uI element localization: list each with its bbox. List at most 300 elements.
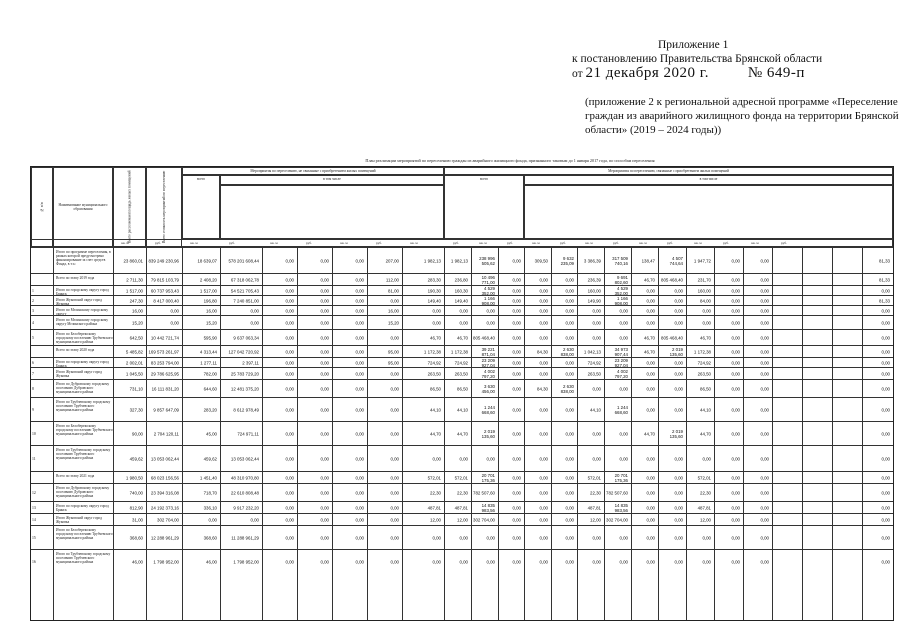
table-row — [31, 247, 893, 273]
cell-b5: 0,00 — [565, 320, 574, 325]
cell-b7: 34 973 907,44 — [614, 346, 628, 357]
row-number: 15 — [32, 535, 36, 540]
cell-b4: 0,00 — [539, 308, 548, 313]
cell-c5: 112,00 — [385, 277, 399, 282]
cell-c5: 0,00 — [390, 386, 399, 391]
cell-b_area: 190,30 — [427, 288, 441, 293]
cell-cost: 24 192 373,16 — [150, 505, 179, 510]
cell-c1: 0,00 — [250, 320, 259, 325]
cell-b7: 1 244 668,60 — [614, 404, 628, 415]
cell-b3: 0,00 — [512, 298, 521, 303]
cell-b9: 0,00 — [674, 490, 683, 495]
cell-b_area: 263,50 — [427, 371, 441, 376]
cell-c4: 0,00 — [355, 490, 364, 495]
cell-b10: 84,00 — [700, 298, 711, 303]
cell-b11: 0,00 — [731, 320, 740, 325]
cell-area: 731,10 — [129, 386, 143, 391]
cell-b7: 14 835 983,56 — [614, 502, 628, 513]
cell-c3: 0,00 — [320, 475, 329, 480]
cell-b13: 81,33 — [879, 298, 890, 303]
cell-c2: 0,00 — [285, 517, 294, 522]
cell-b6: 0,00 — [592, 386, 601, 391]
cell-b11: 0,00 — [731, 258, 740, 263]
cell-b2: 302 704,00 — [473, 517, 495, 522]
cell-b5: 2 630 838,00 — [560, 346, 574, 357]
cell-b1: 0,00 — [459, 456, 468, 461]
cell-c3: 0,00 — [320, 258, 329, 263]
cell-b2: 39 221 871,04 — [481, 346, 495, 357]
row-number: 11 — [32, 456, 36, 461]
cell-c3: 0,00 — [320, 559, 329, 564]
cell-b6: 487,81 — [587, 505, 601, 510]
cell-c5: 0,00 — [390, 490, 399, 495]
cell-b6: 22,30 — [590, 490, 601, 495]
cell-b2: 238 996 505,62 — [479, 255, 495, 266]
row-number: 7 — [32, 371, 34, 376]
cell-c3: 0,00 — [320, 386, 329, 391]
cell-c5: 0,00 — [390, 559, 399, 564]
cell-b12: 0,00 — [760, 277, 769, 282]
cell-a_area: 2 408,20 — [199, 277, 217, 282]
cell-c5: 0,00 — [390, 335, 399, 340]
cell-b_area: 724,92 — [427, 360, 441, 365]
table-row — [31, 273, 893, 285]
cell-b1: 44,10 — [457, 407, 468, 412]
cell-c4: 0,00 — [355, 360, 364, 365]
cell-b10: 12,00 — [700, 517, 711, 522]
cell-c2: 0,00 — [285, 288, 294, 293]
table-row — [31, 315, 893, 329]
cell-b12: 0,00 — [760, 431, 769, 436]
row-name: Итого по Белобережскому городскому поселению Трубчевского муниципального района — [56, 528, 113, 540]
cell-area: 1 045,50 — [125, 371, 143, 376]
cell-b11: 0,00 — [731, 386, 740, 391]
cell-b5: 0,00 — [565, 371, 574, 376]
cell-c4: 0,00 — [355, 335, 364, 340]
program-subheader: (приложение 2 к региональной адресной программе «Переселение граждан из аварийного жилищного фонда на территории Брянской области» (2019 – 2024 годы)) — [585, 96, 899, 136]
col-header-name: Наименование муниципального образования — [53, 167, 113, 247]
cell-c1: 25 783 729,20 — [230, 371, 259, 376]
row-name: Итого по программе переселения, в рамках которой предусмотрено финансирование за счет средств Фонда, в т.ч.: — [56, 250, 111, 266]
cell-b7: 302 704,00 — [606, 517, 628, 522]
row-number: 16 — [32, 559, 36, 564]
cell-c3: 0,00 — [320, 298, 329, 303]
cell-c5: 0,00 — [390, 505, 399, 510]
row-number: 1 — [32, 288, 34, 293]
cell-b1: 0,00 — [459, 308, 468, 313]
table-row — [31, 421, 893, 445]
cell-a_area: 196,80 — [203, 298, 217, 303]
cell-b10: 160,00 — [697, 288, 711, 293]
row-number: 5 — [32, 335, 34, 340]
cell-c5: 0,00 — [390, 475, 399, 480]
cell-b10: 44,10 — [700, 407, 711, 412]
cell-b1: 487,81 — [454, 505, 468, 510]
cell-b6: 12,00 — [590, 517, 601, 522]
cell-b10: 487,81 — [697, 505, 711, 510]
cell-b12: 0,00 — [760, 308, 769, 313]
unit-label: кв. м — [479, 241, 487, 245]
cell-b11: 0,00 — [731, 407, 740, 412]
cell-area: 1 980,50 — [125, 475, 143, 480]
cell-c4: 0,00 — [355, 475, 364, 480]
cell-c2: 0,00 — [285, 349, 294, 354]
cell-c2: 0,00 — [285, 335, 294, 340]
cell-c1: 1 798 952,00 — [233, 559, 259, 564]
cell-b12: 0,00 — [760, 349, 769, 354]
table-row — [31, 379, 893, 397]
cell-cost: 79 815 103,79 — [150, 277, 179, 282]
cell-c2: 0,00 — [285, 386, 294, 391]
cell-b12: 0,00 — [760, 475, 769, 480]
cell-b5: 0,00 — [565, 335, 574, 340]
cell-c4: 0,00 — [355, 407, 364, 412]
table-row — [31, 549, 893, 573]
cell-b10: 0,00 — [702, 320, 711, 325]
cell-b11: 0,00 — [731, 431, 740, 436]
row-name: Итого Жуковский округ город Жуковка — [56, 298, 102, 306]
row-name: Итого по Трубчевскому городскому поселению Трубчевского муниципального района — [56, 552, 111, 564]
cell-c3: 0,00 — [320, 349, 329, 354]
cell-b1: 1 982,13 — [450, 258, 468, 263]
cell-c4: 0,00 — [355, 559, 364, 564]
cell-b3: 0,00 — [512, 505, 521, 510]
cell-b13: 0,00 — [881, 559, 890, 564]
cell-b3: 0,00 — [512, 386, 521, 391]
cell-b3: 0,00 — [512, 475, 521, 480]
cell-b2: 0,00 — [486, 308, 495, 313]
unit-label: кв. м — [694, 241, 702, 245]
cell-cost: 23 394 316,08 — [150, 490, 179, 495]
cell-b4: 0,00 — [539, 371, 548, 376]
cell-b3: 0,00 — [512, 371, 521, 376]
col-header-total-cost: Всего стоимость мероприятий по переселению — [146, 167, 182, 247]
cell-c3: 0,00 — [320, 517, 329, 522]
cell-a_area: 1 277,11 — [200, 360, 217, 365]
cell-c1: 724 971,11 — [237, 431, 259, 436]
cell-b9: 2 019 135,60 — [669, 346, 683, 357]
cell-cost: 16 111 831,20 — [151, 386, 179, 391]
table-row — [31, 397, 893, 421]
cell-b_area: 86,50 — [430, 386, 441, 391]
cell-a_area: 15,20 — [206, 320, 217, 325]
cell-b6: 236,39 — [587, 277, 601, 282]
table-row — [31, 483, 893, 501]
cell-b10: 44,70 — [700, 431, 711, 436]
cell-a_area: 283,20 — [203, 407, 217, 412]
cell-c5: 0,00 — [390, 298, 399, 303]
cell-c4: 0,00 — [355, 535, 364, 540]
cell-a_area: 18 639,07 — [197, 258, 217, 263]
cell-b2: 14 835 983,56 — [481, 502, 495, 513]
table-row — [31, 285, 893, 295]
cell-b9: 0,00 — [674, 456, 683, 461]
cell-area: 327,30 — [129, 407, 143, 412]
cell-c5: 0,00 — [390, 535, 399, 540]
cell-b4: 0,00 — [539, 288, 548, 293]
cell-b3: 0,00 — [512, 288, 521, 293]
col-header-b-incl: в том числе — [524, 175, 893, 185]
cell-cost: 9 857 647,09 — [153, 407, 179, 412]
cell-b5: 0,00 — [565, 277, 574, 282]
cell-c3: 0,00 — [320, 335, 329, 340]
appendix-header — [572, 38, 902, 81]
cell-b_area: 0,00 — [432, 320, 441, 325]
cell-b11: 0,00 — [731, 335, 740, 340]
cell-b_area: 1 982,13 — [423, 258, 441, 263]
cell-b13: 81,33 — [879, 277, 890, 282]
cell-b4: 0,00 — [539, 517, 548, 522]
cell-b6: 0,00 — [592, 535, 601, 540]
cell-c4: 0,00 — [355, 505, 364, 510]
cell-b4: 0,00 — [539, 475, 548, 480]
cell-area: 812,90 — [129, 505, 143, 510]
cell-b6: 0,00 — [592, 431, 601, 436]
cell-b1: 263,50 — [454, 371, 468, 376]
cell-b8: 0,00 — [646, 298, 655, 303]
cell-b9: 4 507 744,64 — [669, 255, 683, 266]
cell-b9: 0,00 — [674, 505, 683, 510]
cell-b11: 0,00 — [731, 505, 740, 510]
cell-area: 23 860,01 — [123, 258, 143, 263]
cell-b_area: 12,00 — [430, 517, 441, 522]
cell-a_area: 459,62 — [203, 456, 217, 461]
cell-b10: 22,30 — [700, 490, 711, 495]
cell-b_area: 46,70 — [430, 335, 441, 340]
table-row — [31, 295, 893, 305]
cell-b11: 0,00 — [731, 360, 740, 365]
cell-b10: 1 947,72 — [693, 258, 711, 263]
cell-b9: 805 468,40 — [661, 335, 683, 340]
cell-b8: 0,00 — [646, 559, 655, 564]
cell-b12: 0,00 — [760, 505, 769, 510]
cell-b4: 0,00 — [539, 431, 548, 436]
cell-b12: 0,00 — [760, 559, 769, 564]
col-header-group-a: Мероприятия по переселению, не связанные с приобретением жилых помещений — [182, 167, 444, 175]
cell-b6: 160,00 — [587, 288, 601, 293]
cell-b8: 46,70 — [644, 335, 655, 340]
cell-b7: 4 529 352,00 — [614, 285, 628, 296]
cell-cost: 169 573 261,97 — [148, 349, 179, 354]
cell-b4: 0,00 — [539, 505, 548, 510]
cell-cost: 12 288 961,29 — [150, 535, 179, 540]
cell-b12: 0,00 — [760, 535, 769, 540]
cell-b13: 0,00 — [881, 505, 890, 510]
row-number: 10 — [32, 431, 36, 436]
cell-b7: 317 509 740,16 — [612, 255, 628, 266]
cell-b11: 0,00 — [731, 559, 740, 564]
cell-c4: 0,00 — [355, 308, 364, 313]
cell-b7: 1 166 908,00 — [614, 295, 628, 306]
col-units-row — [31, 239, 893, 247]
cell-b2: 0,00 — [486, 320, 495, 325]
cell-a_area: 45,00 — [206, 431, 217, 436]
cell-b13: 0,00 — [881, 475, 890, 480]
cell-b4: 0,00 — [539, 335, 548, 340]
cell-b10: 46,70 — [700, 335, 711, 340]
cell-b9: 0,00 — [674, 475, 683, 480]
cell-c3: 0,00 — [320, 456, 329, 461]
unit-label: руб. — [612, 241, 620, 245]
from-label: от — [572, 68, 583, 80]
cell-area: 368,60 — [129, 535, 143, 540]
cell-b12: 0,00 — [760, 335, 769, 340]
cell-c5: 0,00 — [390, 517, 399, 522]
table-row — [31, 445, 893, 471]
cell-b5: 0,00 — [565, 288, 574, 293]
cell-c2: 0,00 — [285, 431, 294, 436]
cell-area: 16,00 — [132, 308, 143, 313]
cell-b13: 0,00 — [881, 308, 890, 313]
cell-b6: 0,00 — [592, 559, 601, 564]
cell-b3: 0,00 — [512, 517, 521, 522]
row-number: 14 — [32, 517, 36, 522]
cell-b5: 0,00 — [565, 308, 574, 313]
cell-b9: 2 019 135,60 — [669, 428, 683, 439]
cell-b6: 0,00 — [592, 456, 601, 461]
cell-b8: 138,47 — [641, 258, 655, 263]
cell-b2: 3 630 456,00 — [481, 383, 495, 394]
cell-c2: 0,00 — [285, 298, 294, 303]
cell-c5: 81,00 — [388, 288, 399, 293]
cell-b4: 0,00 — [539, 277, 548, 282]
row-name: Итого по Мглинскому городскому округу — [56, 308, 109, 316]
cell-b3: 0,00 — [512, 335, 521, 340]
row-name: Итого по городскому округу город Брянск — [56, 504, 109, 512]
cell-b5: 9 632 235,09 — [560, 255, 574, 266]
table-row — [31, 525, 893, 549]
cell-c1: 0,00 — [250, 308, 259, 313]
row-number: 3 — [32, 308, 34, 313]
cell-b9: 0,00 — [674, 360, 683, 365]
cell-b4: 0,00 — [539, 559, 548, 564]
unit-label: кв. м — [340, 241, 348, 245]
row-name: Всего по этапу 2020 года — [56, 348, 95, 352]
cell-c2: 0,00 — [285, 308, 294, 313]
cell-b8: 0,00 — [646, 517, 655, 522]
cell-b12: 0,00 — [760, 386, 769, 391]
unit-label: кв. м — [639, 241, 647, 245]
cell-b7: 9 691 802,60 — [614, 274, 628, 285]
cell-b1: 149,40 — [454, 298, 468, 303]
cell-b2: 0,00 — [486, 559, 495, 564]
unit-label: кв. м — [410, 241, 418, 245]
cell-b8: 0,00 — [646, 288, 655, 293]
cell-b8: 0,00 — [646, 360, 655, 365]
cell-b11: 0,00 — [731, 298, 740, 303]
cell-b6: 3 386,39 — [583, 258, 601, 263]
cell-b6: 572,01 — [587, 475, 601, 480]
cell-area: 31,00 — [132, 517, 143, 522]
cell-c3: 0,00 — [320, 360, 329, 365]
cell-cost: 839 249 230,96 — [148, 258, 179, 263]
cell-b2: 805 468,40 — [473, 335, 495, 340]
cell-c1: 13 053 062,44 — [230, 456, 259, 461]
cell-b1: 0,00 — [459, 320, 468, 325]
cell-b4: 84,30 — [537, 386, 548, 391]
cell-b6: 724,92 — [587, 360, 601, 365]
cell-c3: 0,00 — [320, 277, 329, 282]
cell-b11: 0,00 — [731, 349, 740, 354]
cell-c5: 0,00 — [390, 407, 399, 412]
cell-b7: 23 209 927,04 — [614, 357, 628, 368]
cell-b2: 0,00 — [486, 535, 495, 540]
cell-b9: 0,00 — [674, 407, 683, 412]
cell-b1: 0,00 — [459, 535, 468, 540]
cell-b13: 0,00 — [881, 386, 890, 391]
unit-label: кв. м — [532, 241, 540, 245]
cell-c5: 16,00 — [388, 308, 399, 313]
cell-b5: 0,00 — [565, 517, 574, 522]
unit-label: руб. — [506, 241, 514, 245]
cell-b13: 0,00 — [881, 407, 890, 412]
cell-b1: 86,50 — [457, 386, 468, 391]
unit-label: кв. м — [121, 241, 129, 245]
cell-b9: 0,00 — [674, 371, 683, 376]
cell-b5: 0,00 — [565, 407, 574, 412]
cell-c4: 0,00 — [355, 288, 364, 293]
cell-c3: 0,00 — [320, 490, 329, 495]
cell-b12: 0,00 — [760, 320, 769, 325]
cell-c1: 127 042 720,92 — [228, 349, 259, 354]
cell-b13: 0,00 — [881, 456, 890, 461]
row-name: Всего по этапу 2021 года — [56, 474, 95, 478]
cell-b11: 0,00 — [731, 490, 740, 495]
col-header-b-total: всего — [444, 175, 524, 239]
cell-area: 46,00 — [132, 559, 143, 564]
cell-b4: 309,50 — [534, 258, 548, 263]
cell-b13: 0,00 — [881, 360, 890, 365]
col-header-b-sub — [524, 185, 893, 239]
cell-b2: 4 002 797,20 — [481, 368, 495, 379]
row-number: 6 — [32, 360, 34, 365]
cell-b8: 0,00 — [646, 386, 655, 391]
cell-b11: 0,00 — [731, 288, 740, 293]
cell-c4: 0,00 — [355, 277, 364, 282]
row-name: Итого по Дубровскому городскому поселению Дубровского муниципального района — [56, 382, 110, 394]
cell-b1: 46,70 — [457, 335, 468, 340]
cell-c4: 0,00 — [355, 517, 364, 522]
cell-area: 642,50 — [129, 335, 143, 340]
cell-a_area: 46,00 — [206, 559, 217, 564]
cell-b8: 0,00 — [646, 490, 655, 495]
cell-a_area: 16,00 — [206, 308, 217, 313]
cell-b_area: 0,00 — [432, 535, 441, 540]
cell-b11: 0,00 — [731, 277, 740, 282]
cell-b_area: 0,00 — [432, 308, 441, 313]
table-row — [31, 501, 893, 513]
table-row — [31, 357, 893, 367]
cell-b11: 0,00 — [731, 475, 740, 480]
cell-b10: 0,00 — [702, 308, 711, 313]
cell-b3: 0,00 — [512, 407, 521, 412]
cell-b9: 805 468,40 — [661, 277, 683, 282]
decree-number: № 649-п — [747, 65, 805, 81]
row-number: 8 — [32, 386, 34, 391]
cell-b3: 0,00 — [512, 535, 521, 540]
row-name: Итого Жуковский округ город Жуковка — [56, 516, 102, 524]
unit-label: руб. — [154, 241, 162, 245]
cell-a_area: 595,90 — [203, 335, 217, 340]
cell-b13: 0,00 — [881, 288, 890, 293]
cell-b8: 0,00 — [646, 407, 655, 412]
cell-b10: 572,01 — [697, 475, 711, 480]
cell-c1: 12 481 375,20 — [230, 386, 259, 391]
cell-cost: 10 442 721,74 — [150, 335, 179, 340]
cell-b_area: 149,40 — [427, 298, 441, 303]
cell-cost: 29 786 625,95 — [150, 371, 179, 376]
cell-b10: 0,00 — [702, 559, 711, 564]
